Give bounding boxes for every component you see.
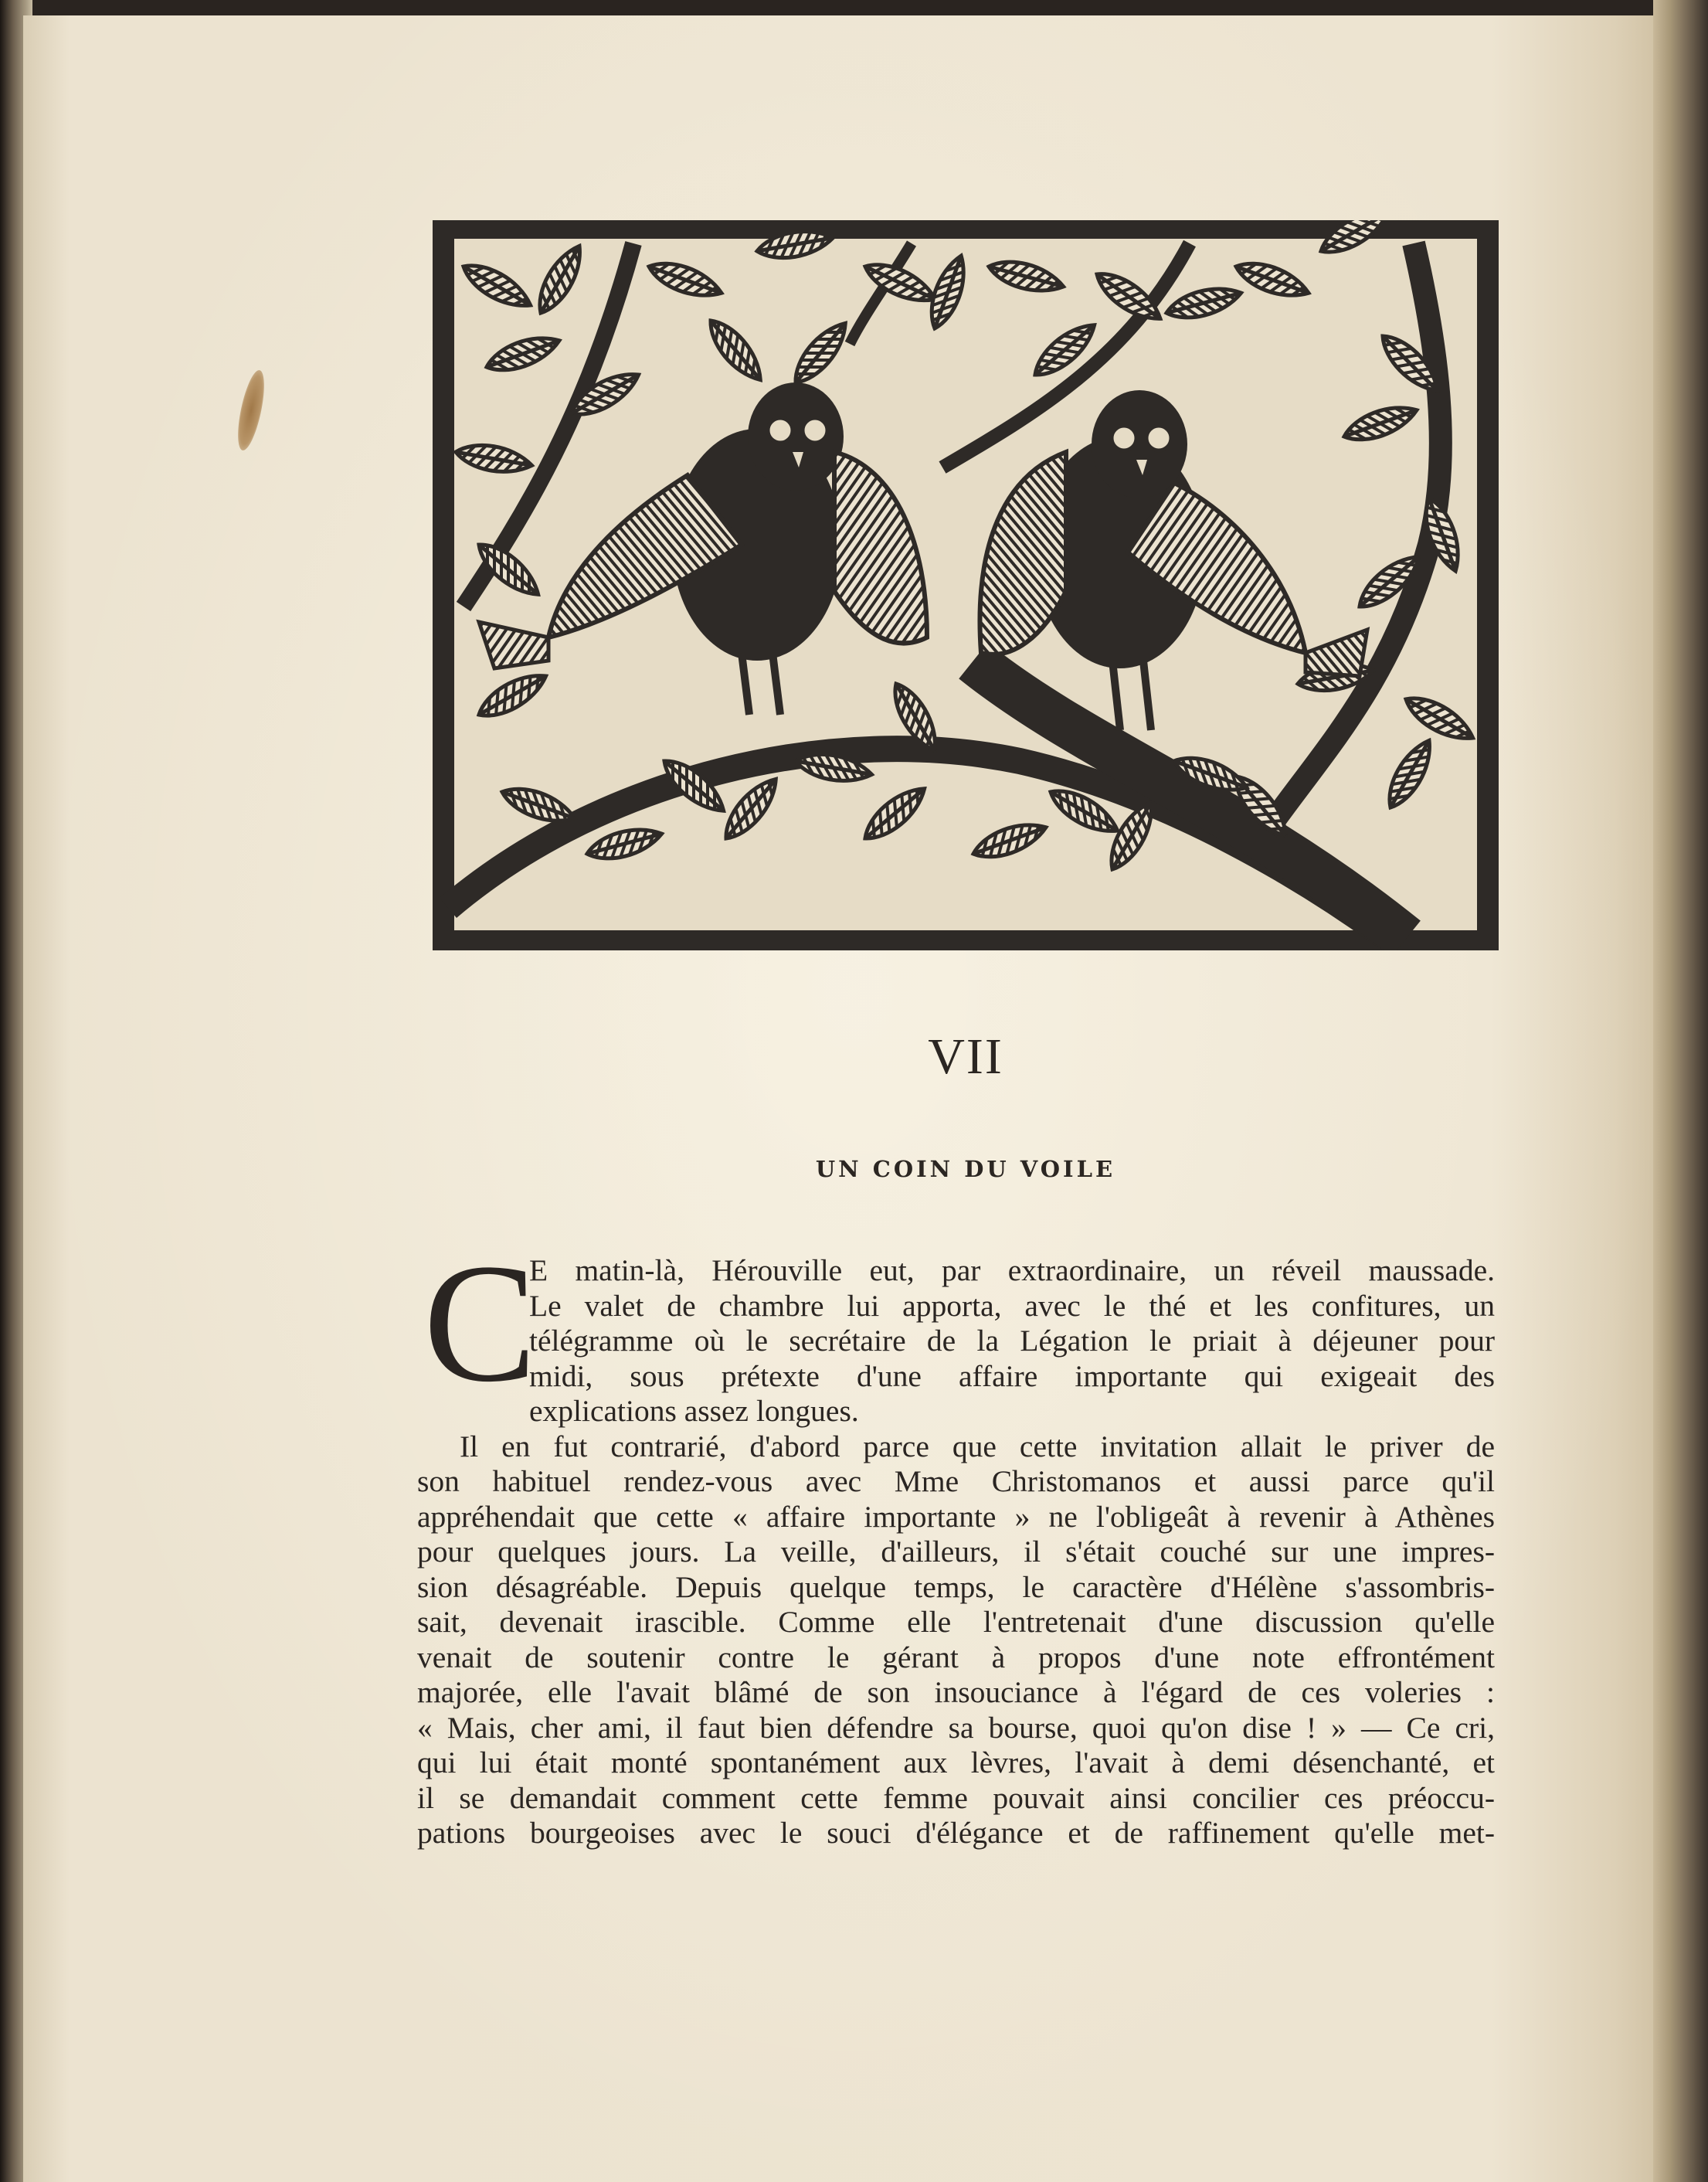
text-line: appréhendait que cette « affaire importante » ne l'obligeât à revenir à Athènes: [417, 1499, 1495, 1534]
chapter-number: VII: [928, 1028, 1003, 1085]
text-line: il se demandait comment cette femme pouvait ainsi concilier ces préoccu-: [417, 1780, 1495, 1815]
text-line: télégramme où le secrétaire de la Légation le priait à déjeuner pour: [529, 1324, 1495, 1358]
text-line: sait, devenait irascible. Comme elle l'entretenait d'une discussion qu'elle: [417, 1605, 1495, 1639]
text-line: qui lui était monté spontanément aux lèvres, l'avait à demi désenchanté, et: [417, 1745, 1495, 1779]
text-line: E matin-là, Hérouville eut, par extraordinaire, un réveil maussade.: [529, 1253, 1495, 1287]
text-line: pations bourgeoises avec le souci d'élégance et de raffinement qu'elle met-: [417, 1816, 1495, 1850]
text-line: majorée, elle l'avait blâmé de son insouciance à l'égard de ces voleries :: [417, 1675, 1495, 1709]
text-line: Il en fut contrarié, d'abord parce que cette invitation allait le priver de: [460, 1429, 1495, 1463]
text-line: « Mais, cher ami, il faut bien défendre sa bourse, quoi qu'on dise ! » — Ce cri,: [417, 1710, 1495, 1745]
text-line: venait de soutenir contre le gérant à propos d'une note effrontément: [417, 1640, 1495, 1674]
text-line: Le valet de chambre lui apporta, avec le thé et les confitures, un: [529, 1288, 1495, 1323]
chapter-title: UN COIN DU VOILE: [815, 1156, 1116, 1182]
book-fore-edge: [1653, 0, 1708, 2182]
woodcut-illustration: [433, 220, 1499, 950]
text-line: midi, sous prétexte d'une affaire importante qui exigeait des: [529, 1358, 1495, 1393]
text-line: sion désagréable. Depuis quelque temps, le caractère d'Hélène s'assombris-: [417, 1569, 1495, 1604]
drop-cap: C: [423, 1229, 537, 1417]
text-line: son habituel rendez-vous avec Mme Christomanos et aussi parce qu'il: [417, 1464, 1495, 1498]
text-line: pour quelques jours. La veille, d'ailleurs, il s'était couché sur une impres-: [417, 1535, 1495, 1569]
text-line: explications assez longues.: [529, 1394, 859, 1428]
body-text: [417, 1253, 1495, 1851]
